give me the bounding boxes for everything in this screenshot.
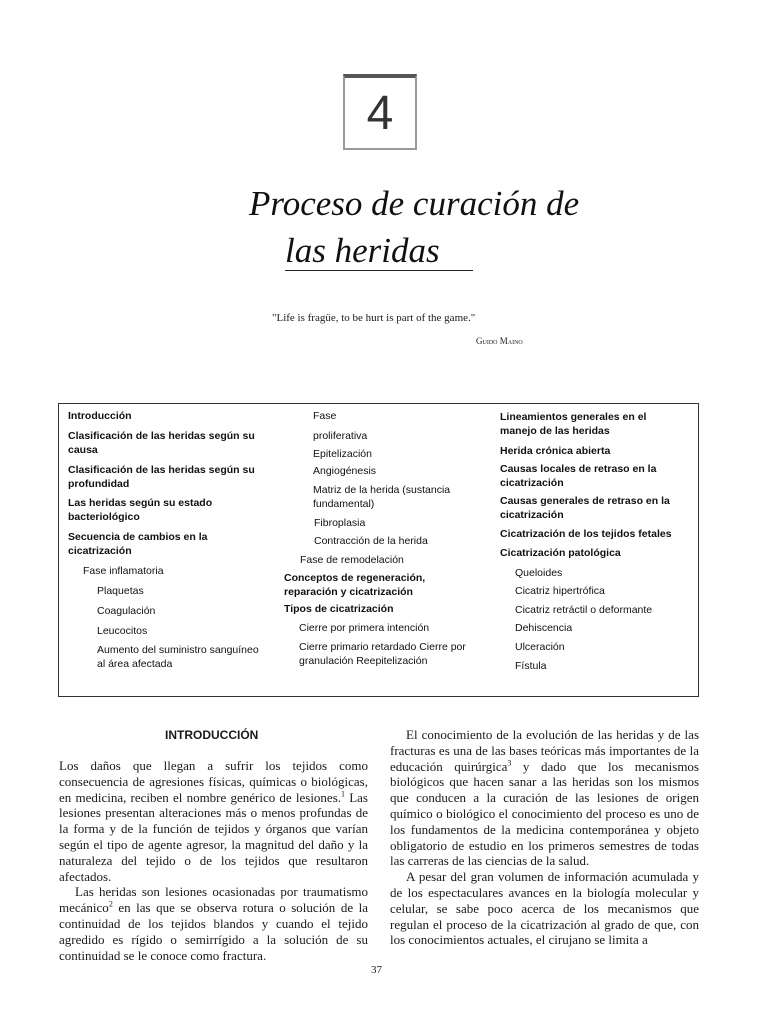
chapter-title-line-1: Proceso de curación de xyxy=(249,184,580,223)
chapter-number-box xyxy=(343,74,417,150)
toc-entry: Fibroplasia xyxy=(314,517,366,529)
chapter-number: 4 xyxy=(366,86,394,140)
paragraph: A pesar del gran volumen de información acumulada y de los espectaculares avances en la biología molecular y celular, se sabe poco acerca de los mecanismos que regulan el proceso de la cicatrización al grado de que, con los conocimientos actuales, el cirujano se limita a xyxy=(390,869,699,948)
toc-entry: Coagulación xyxy=(97,605,156,617)
toc-entry: Clasificación de las heridas según su profundidad xyxy=(68,464,255,490)
toc-entry: Cicatrización patológica xyxy=(500,547,621,559)
body-column-right xyxy=(390,727,699,948)
toc-entry: Matriz de la herida (sustancia fundamental) xyxy=(313,484,451,510)
toc-entry: Fase xyxy=(313,410,337,422)
toc-entry: Queloides xyxy=(515,567,563,579)
footnote-ref: 3 xyxy=(507,758,512,768)
toc-entry: Cicatrización de los tejidos fetales xyxy=(500,528,672,540)
page-number: 37 xyxy=(371,964,382,976)
toc-entry: Dehiscencia xyxy=(515,622,573,634)
paragraph: Las heridas son lesiones ocasionadas por traumatismo mecánico$^2$ en las que se observa rotura o solución de la continuidad de los tejidos blandos y cuando el tejido agredido es rígido o semirrígido a la solución de su continuidad se le conoce como fractura. xyxy=(59,884,368,963)
toc-entry: Fase de remodelación xyxy=(300,554,404,566)
toc-entry: Conceptos de regeneración, reparación y cicatrización xyxy=(284,572,426,598)
epigraph-author: Guido Maino xyxy=(476,336,523,346)
toc-entry: Fase inflamatoria xyxy=(83,565,164,577)
chapter-title-line-2: las heridas xyxy=(285,231,440,270)
paragraph: Los daños que llegan a sufrir los tejidos como consecuencia de agresiones físicas, químicas o biológicas, en medicina, reciben el nombre genérico de lesiones.$^1$ Las lesiones presentan alteraciones más o menos profundas de la forma y de la función de tejidos y órganos que varían según el tipo de agente agresor, la magnitud del daño y la naturaleza del tejido o de los tejidos que resultaron afectados. xyxy=(59,758,368,884)
toc-entry: Tipos de cicatrización xyxy=(284,603,394,615)
toc-entry: Angiogénesis xyxy=(313,465,377,477)
footnote-ref: 1 xyxy=(341,789,346,799)
toc-entry: Las heridas según su estado bacteriológico xyxy=(68,497,213,523)
chapter-contents-box xyxy=(58,403,699,697)
body-column-left xyxy=(59,758,368,963)
section-heading: INTRODUCCIÓN xyxy=(165,728,259,742)
toc-entry: Lineamientos generales en el manejo de las heridas xyxy=(500,411,647,437)
toc-entry: Plaquetas xyxy=(97,585,144,597)
toc-entry: Epitelización xyxy=(313,448,372,460)
toc-entry: proliferativa xyxy=(313,430,368,442)
toc-entry: Cicatriz hipertrófica xyxy=(515,585,605,597)
toc-entry: Herida crónica abierta xyxy=(500,445,611,457)
footnote-ref: 2 xyxy=(108,899,113,909)
toc-entry: Leucocitos xyxy=(97,625,148,637)
toc-entry: Introducción xyxy=(68,410,132,422)
toc-entry: Contracción de la herida xyxy=(314,535,428,547)
toc-entry: Cicatriz retráctil o deformante xyxy=(515,604,653,616)
toc-entry: Fístula xyxy=(515,660,547,672)
toc-entry: Cierre por primera intención xyxy=(299,622,430,634)
toc-entry: Clasificación de las heridas según su causa xyxy=(68,430,255,456)
toc-entry: Secuencia de cambios en la cicatrización xyxy=(68,531,208,557)
toc-entry: Cierre primario retardado Cierre por granulación Reepitelización xyxy=(299,641,466,667)
toc-entry: Causas locales de retraso en la cicatrización xyxy=(500,463,657,489)
toc-entry: Causas generales de retraso en la cicatrización xyxy=(500,495,670,521)
title-underline xyxy=(285,270,473,271)
paragraph: El conocimiento de la evolución de las heridas y de las fracturas es una de las bases teóricas más importantes de la educación quirúrgica$^3$ y dado que los mecanismos biológicos que hacen sanar a las heridas son los mismos que conducen a la curación de las lesiones de origen químico o biológico el conocimiento del proceso es uno de los fundamentos de la medicina contemporánea y objeto obligatorio de estudio en los primeros semestres de todas las carreras de las ciencias de la salud. xyxy=(390,727,699,869)
epigraph-quote: "Life is fragüe, to be hurt is part of the game." xyxy=(272,312,476,324)
toc-entry: Aumento del suministro sanguíneo al área afectada xyxy=(97,644,259,670)
toc-entry: Ulceración xyxy=(515,641,565,653)
